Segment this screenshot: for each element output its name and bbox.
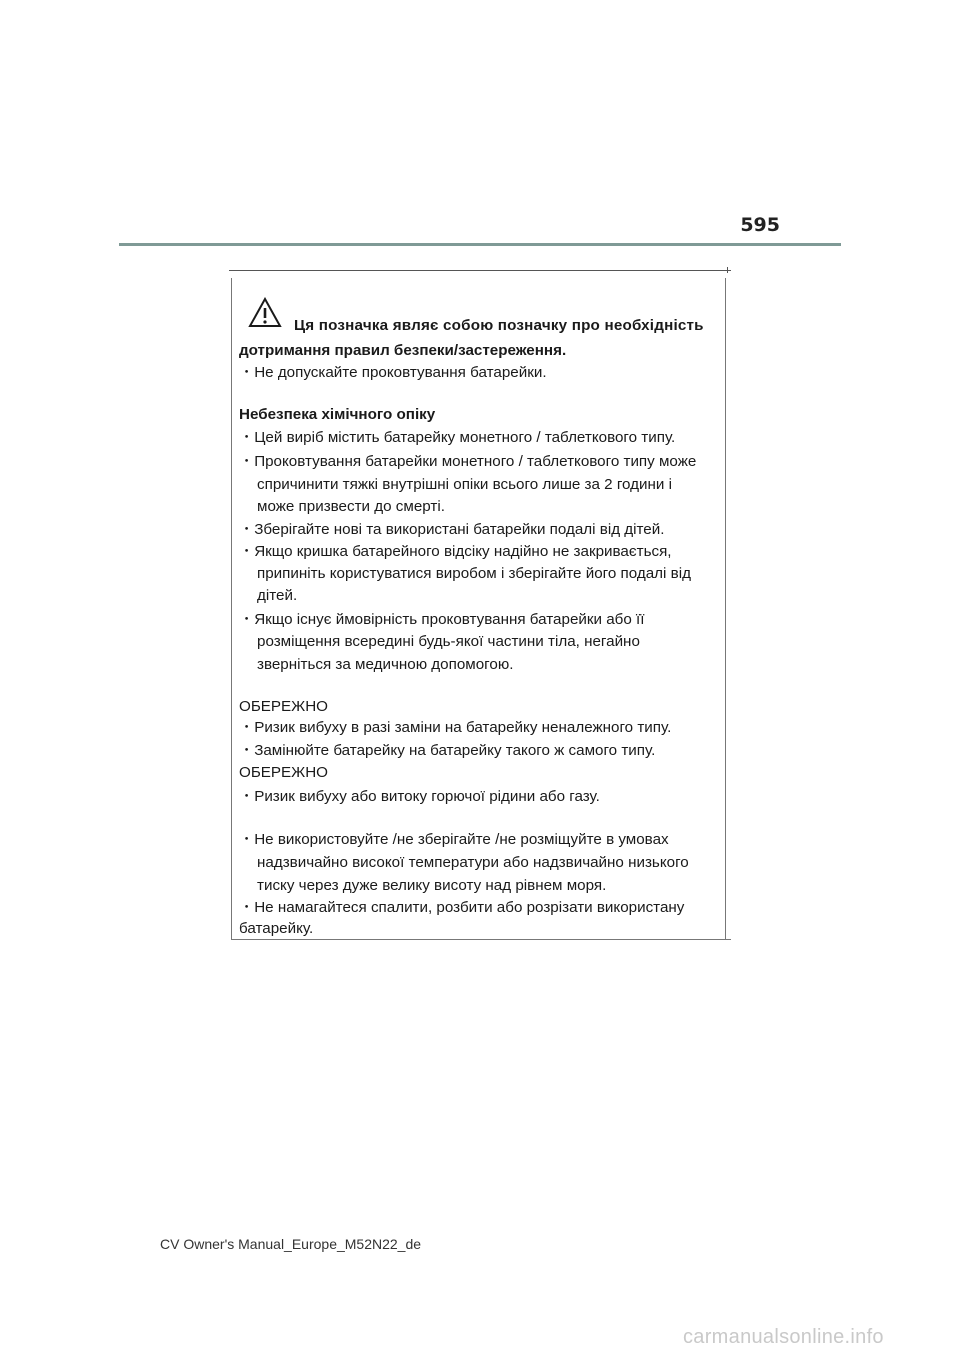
line-19: ・Не використовуйте /не зберігайте /не розміщуйте в умовах	[239, 831, 669, 848]
box-left-rule	[231, 278, 232, 940]
line-12: розміщення всередині будь-якої частини тіла, негайно	[257, 633, 640, 650]
line-21: тиску через дуже велику висоту над рівнем моря.	[257, 877, 607, 894]
line-4: ・Проковтування батарейки монетного / таблеткового типу може	[239, 453, 697, 470]
line-22: ・Не намагайтеся спалити, розбити або розрізати використану	[239, 899, 685, 916]
box-top-rule	[229, 270, 731, 271]
line-3: ・Цей виріб містить батарейку монетного / таблеткового типу.	[239, 429, 676, 446]
line-20: надзвичайно високої температури або надзвичайно низького	[257, 854, 689, 871]
line-13: зверніться за медичною допомогою.	[257, 656, 514, 673]
header-rule	[119, 243, 841, 246]
line-7: ・Зберігайте нові та використані батарейки подалі від дітей.	[239, 521, 665, 538]
line-11: ・Якщо існує ймовірність проковтування батарейки або її	[239, 611, 645, 628]
section-heading-caution-2: ОБЕРЕЖНО	[239, 764, 328, 781]
line-16: ・Замінюйте батарейку на батарейку такого ж самого типу.	[239, 742, 656, 759]
line-9: припиніть користуватися виробом і зберігайте його подалі від	[257, 565, 691, 582]
box-right-rule	[725, 278, 726, 940]
warning-triangle-icon	[248, 297, 282, 329]
page-number: 595	[740, 214, 780, 236]
line-18: ・Ризик вибуху або витоку горючої рідини або газу.	[239, 788, 600, 805]
line-1: ・Не допускайте проковтування батарейки.	[239, 364, 547, 381]
warning-heading-line-1: Ця позначка являє собою позначку про необхідність	[294, 317, 704, 334]
line-5: спричинити тяжкі внутрішні опіки всього лише за 2 години і	[257, 476, 672, 493]
box-top-tick	[727, 267, 728, 273]
line-8: ・Якщо кришка батарейного відсіку надійно не закривається,	[239, 543, 672, 560]
section-heading-caution-1: ОБЕРЕЖНО	[239, 698, 328, 715]
watermark: carmanualsonline.info	[683, 1326, 884, 1348]
box-bottom-rule	[231, 939, 731, 940]
line-6: може призвести до смерті.	[257, 498, 445, 515]
footer-text: CV Owner's Manual_Europe_M52N22_de	[160, 1236, 422, 1252]
line-23: батарейку.	[239, 920, 314, 937]
line-15: ・Ризик вибуху в разі заміни на батарейку неналежного типу.	[239, 719, 672, 736]
warning-heading-line-2: дотримання правил безпеки/застереження.	[239, 342, 567, 359]
line-10: дітей.	[257, 587, 298, 604]
section-heading-chemical-burn: Небезпека хімічного опіку	[239, 406, 436, 423]
